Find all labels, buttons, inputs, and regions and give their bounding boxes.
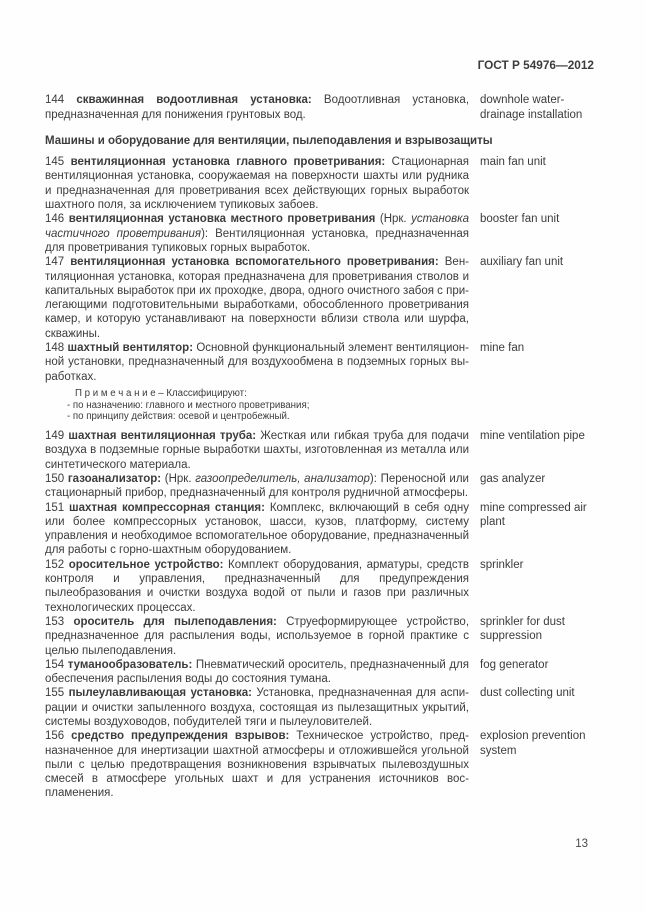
term-text (45, 155, 469, 212)
term-segment: оросительное устройство: (68, 558, 229, 571)
term-number: 152 (45, 558, 65, 571)
term-text (45, 472, 469, 501)
term-segment: Установка, предназначенная для аспирации и очистки запыленного воздуха, состоящая из пылезащитных укрытий, системы воздуховодов, побудителей тяги и пылеуловителей. (45, 687, 469, 728)
term-number: 155 (45, 687, 65, 700)
term-text (45, 658, 469, 687)
term-text (45, 501, 469, 558)
term-entry (45, 429, 594, 472)
term-segment: ороситель для пылеподавления: (73, 615, 287, 628)
doc-header (45, 58, 594, 72)
term-entry (45, 341, 594, 384)
term-segment: шахтная компрессорная станция: (69, 501, 270, 514)
term-english-equivalent: sprinkler (480, 558, 524, 571)
term-entry (45, 93, 594, 122)
term-entry (45, 472, 594, 501)
term-segment: газоанализатор: (67, 472, 165, 485)
term-segment: Вентиляционная установка, которая предназначена для проветривания стволов и капитальных выработок при их проходке, двора, одного очистного забоя с прилегающими подготовительными выработками, обособленного проветривания камер, и которую устанавливают на поверхности вблизи ствола или шурфа, скважины. (45, 256, 470, 340)
term-number: 147 (45, 256, 65, 269)
term-english-equivalent: sprinkler for dust suppression (480, 615, 566, 643)
page-number: 13 (575, 838, 588, 850)
term-text (45, 686, 469, 729)
term-segment: вентиляционная установка вспомогательного проветривания: (70, 256, 445, 269)
term-entry (45, 558, 594, 615)
term-text (45, 729, 469, 800)
section-heading: Машины и оборудование для вентиляции, пылеподавления и взрывозащиты (45, 134, 493, 147)
term-text (45, 341, 469, 384)
term-segment: шахтная вентиляционная труба: (68, 430, 261, 443)
term-segment: Жесткая или гибкая труба для подачи воздуха в подземные горные выработки шахты, изготовленная из металла или синтетического материала. (45, 430, 469, 471)
term-segment: скважинная водоотливная установка: (76, 94, 324, 107)
term-entry (45, 255, 594, 341)
term-segment: установка частичного проветривания (45, 213, 470, 240)
term-segment: вентиляционная установка местного проветривания (68, 213, 380, 226)
term-segment: Техническое устройство, предназначенное для инертизации шахтной атмосферы и отложившейся угольной пыли с целью предотвращения возникновения взрывчатых пылевоздушных смесей в атмосфере угольных шахт и для устранения источников воспламенения. (45, 730, 469, 800)
term-number: 156 (45, 730, 65, 743)
term-english-equivalent: mine ventilation pipe (480, 430, 585, 443)
term-text (45, 558, 469, 615)
term-segment: (Нрк. (379, 213, 412, 226)
term-english-equivalent: mine compressed air plant (480, 501, 587, 528)
term-english-equivalent: auxiliary fan unit (480, 256, 564, 269)
term-segment: ): Вентиляционная установка, предназначенная для проветривания тупиковых горных выработок. (45, 227, 469, 254)
term-number: 153 (45, 615, 65, 628)
term-entry (45, 615, 594, 658)
term-segment: (Нрк. (164, 472, 196, 485)
term-segment: Струеформирующее устройство, предназначенное для распыления воды, используемое в горной практике с целью пылеподавления. (45, 615, 470, 657)
term-segment: Стационарная вентиляционная установка, сооружаемая на поверхности шахты или рудника и предназначенная для проветривания всех действующих горных выработок шахтного поля, за исключением тупиковых забоев. (45, 156, 469, 212)
term-english-equivalent: downhole water-drainage installation (480, 94, 583, 121)
term-text (45, 615, 469, 658)
term-segment: ): Переносной или стационарный прибор, предназначенный для контроля рудничной атмосферы. (45, 472, 469, 500)
terms-list (45, 93, 594, 800)
term-segment: пылеулавливающая установка: (68, 687, 257, 700)
term-number: 146 (45, 213, 65, 226)
term-entry (45, 729, 594, 800)
doc-code: ГОСТ Р 54976—2012 (477, 58, 594, 72)
term-english-equivalent: booster fan unit (480, 213, 560, 226)
term-number: 145 (45, 156, 65, 169)
term-segment: газоопределитель, анализатор (195, 472, 370, 485)
term-text (45, 212, 469, 255)
term-entry (45, 501, 594, 558)
term-text (45, 255, 469, 341)
term-number: 151 (45, 501, 65, 514)
note-label: П р и м е ч а н и е – Классифицируют: (75, 387, 247, 399)
term-number: 150 (45, 472, 65, 485)
term-entry (45, 212, 594, 255)
term-english-equivalent: dust collecting unit (480, 687, 575, 700)
term-segment: туманообразователь: (67, 658, 196, 671)
term-entry (45, 155, 594, 212)
term-segment: Основной функциональный элемент вентиляционной установки, предназначенный для воздухообмена в подземных горных выработках. (45, 342, 469, 383)
note-item: - по назначению: главного и местного проветривания; (67, 399, 310, 411)
term-segment: Водоотливная установка, предназначенная для понижения грунтовых вод. (45, 94, 470, 121)
term-english-equivalent: explosion prevention system (480, 730, 586, 757)
term-number: 149 (45, 430, 65, 443)
term-number: 154 (45, 658, 65, 671)
term-number: 144 (45, 94, 65, 107)
term-entry (45, 658, 594, 687)
term-segment: шахтный вентилятор: (67, 342, 197, 355)
term-segment: Пневматический ороситель, предназначенный для обеспечения распыления воды до состояния тумана. (45, 658, 469, 686)
term-entry (45, 686, 594, 729)
term-english-equivalent: gas analyzer (480, 472, 546, 485)
term-number: 148 (45, 342, 65, 355)
note-item: - по принципу действия: осевой и центробежный. (67, 411, 290, 423)
note (45, 388, 469, 423)
term-segment: Комплект оборудования, арматуры, средств контроля и управления, предназначенный для предупреждения пылеобразования и очистки воздуха водой от пыли и газов при различных технологических процессах. (45, 558, 469, 614)
term-segment: Комплекс, включающий в себя одну или более компрессорных установок, шасси, кузов, платформу, систему управления и необходимое вспомогательное оборудование, предназначенный для работы с горно-шахтным оборудованием. (45, 501, 469, 557)
term-text (45, 429, 469, 472)
term-english-equivalent: fog generator (480, 658, 549, 671)
term-segment: вентиляционная установка главного проветривания: (70, 156, 392, 169)
term-english-equivalent: mine fan (480, 342, 525, 355)
term-segment: средство предупреждения взрывов: (71, 730, 297, 743)
term-text (45, 93, 469, 122)
term-english-equivalent: main fan unit (480, 156, 546, 169)
